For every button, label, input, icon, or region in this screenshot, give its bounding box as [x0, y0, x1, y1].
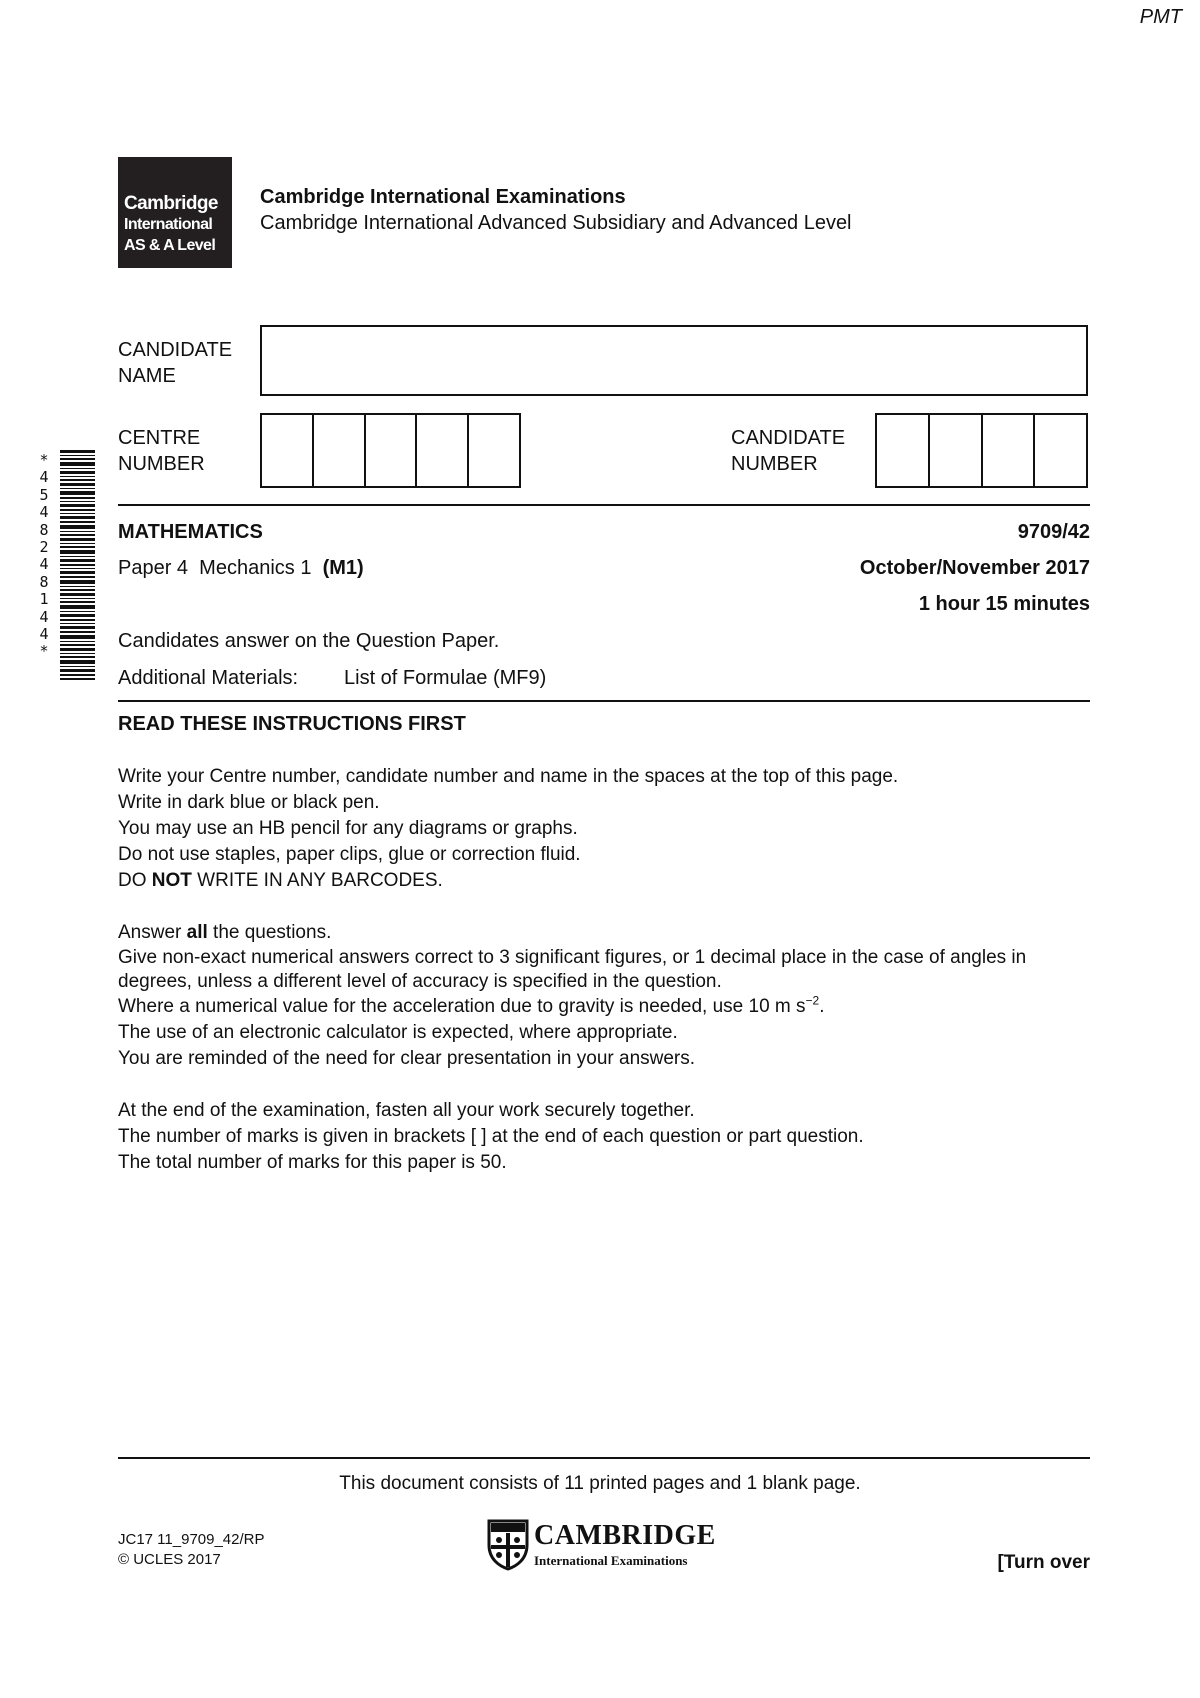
- instruction-line: Give non-exact numerical answers correct to 3 significant figures, or 1 decimal place in the case of angles in degrees, unless a different level of accuracy is specified in the question.: [118, 947, 1027, 992]
- centre-number-field[interactable]: [260, 413, 521, 488]
- paper-title-code: (M1): [322, 557, 364, 579]
- page-count-note: This document consists of 11 printed pages and 1 blank page.: [339, 1473, 861, 1494]
- barcode-number: * 4 5 4 8 2 4 8 1 4 4 *: [39, 451, 49, 661]
- instruction-line: [118, 868, 1093, 894]
- instruction-emphasis: NOT: [151, 870, 192, 891]
- instruction-text: Answer: [118, 922, 187, 943]
- cambridge-crest-icon: [487, 1519, 529, 1571]
- candidate-number-label-line2: NUMBER: [731, 453, 818, 475]
- candidate-number-label: [731, 425, 845, 477]
- instruction-line: Write your Centre number, candidate number and name in the spaces at the top of this page.: [118, 766, 899, 787]
- instruction-line: [118, 994, 1093, 1020]
- corner-mark: PMT: [1139, 6, 1182, 28]
- instruction-line: The number of marks is given in brackets [ ] at the end of each question or part question.: [118, 1126, 864, 1147]
- paper-title: [118, 557, 364, 580]
- instruction-line: The total number of marks for this paper is 50.: [118, 1152, 507, 1173]
- candidate-name-label-line1: CANDIDATE: [118, 339, 233, 361]
- logo-line-2: International: [124, 216, 213, 233]
- centre-number-label-line2: NUMBER: [118, 453, 205, 475]
- barcode-icon: [60, 450, 95, 680]
- candidate-number-label-line1: CANDIDATE: [731, 427, 846, 449]
- instruction-text: .: [819, 996, 825, 1017]
- instruction-text: the questions.: [207, 922, 332, 943]
- candidate-name-field[interactable]: [260, 325, 1088, 396]
- centre-number-label: [118, 425, 205, 477]
- copyright: © UCLES 2017: [118, 1551, 221, 1568]
- cambridge-as-a-level-logo: [118, 157, 232, 268]
- additional-materials-label: Additional Materials:: [118, 667, 299, 689]
- subject-title: MATHEMATICS: [118, 521, 263, 543]
- instruction-line: You may use an HB pencil for any diagrams or graphs.: [118, 818, 578, 839]
- instructions-body: [118, 764, 1093, 1176]
- divider: [118, 1457, 1090, 1459]
- centre-number-cell[interactable]: [312, 415, 364, 486]
- candidate-name-label: [118, 337, 232, 389]
- logo-line-3: AS & A Level: [124, 237, 216, 254]
- document-code: [118, 1530, 265, 1570]
- divider: [118, 700, 1090, 702]
- instruction-text: Where a numerical value for the acceleration due to gravity is needed, use 10 m s: [118, 996, 806, 1017]
- answer-on-note: Candidates answer on the Question Paper.: [118, 630, 500, 652]
- divider: [118, 504, 1090, 506]
- instruction-line: Do not use staples, paper clips, glue or correction fluid.: [118, 844, 581, 865]
- instruction-text: DO: [118, 870, 152, 891]
- exam-duration: 1 hour 15 minutes: [918, 593, 1090, 615]
- document-code-line1: JC17 11_9709_42/RP: [118, 1531, 265, 1548]
- instruction-line: You are reminded of the need for clear presentation in your answers.: [118, 1048, 696, 1069]
- instruction-line: Write in dark blue or black pen.: [118, 792, 380, 813]
- centre-number-cell[interactable]: [364, 415, 416, 486]
- centre-number-cell[interactable]: [415, 415, 467, 486]
- centre-number-label-line1: CENTRE: [118, 427, 201, 449]
- cambridge-wordmark: CAMBRIDGE: [534, 1520, 716, 1551]
- candidate-name-label-line2: NAME: [118, 365, 176, 387]
- candidate-number-field[interactable]: [875, 413, 1088, 488]
- centre-number-cell[interactable]: [262, 415, 312, 486]
- qualification: Cambridge International Advanced Subsidiary and Advanced Level: [260, 212, 852, 234]
- candidate-number-cell[interactable]: [877, 415, 928, 486]
- exam-board: Cambridge International Examinations: [260, 186, 626, 208]
- instruction-line: The use of an electronic calculator is expected, where appropriate.: [118, 1022, 678, 1043]
- instruction-superscript: −2: [805, 993, 820, 1008]
- candidate-number-cell[interactable]: [928, 415, 981, 486]
- instruction-line: [118, 920, 1093, 946]
- turn-over-note: [Turn over: [997, 1552, 1090, 1573]
- cambridge-wordmark-sub: International Examinations: [534, 1553, 688, 1568]
- additional-materials-value: List of Formulae (MF9): [344, 667, 547, 689]
- candidate-number-cell[interactable]: [1033, 415, 1086, 486]
- paper-code: 9709/42: [1017, 521, 1090, 543]
- instruction-text: WRITE IN ANY BARCODES.: [191, 870, 443, 891]
- centre-number-cell[interactable]: [467, 415, 519, 486]
- instruction-line: At the end of the examination, fasten all your work securely together.: [118, 1100, 695, 1121]
- paper-title-text: Paper 4 Mechanics 1: [118, 557, 323, 579]
- instruction-emphasis: all: [186, 922, 208, 943]
- candidate-number-cell[interactable]: [981, 415, 1034, 486]
- logo-line-1: Cambridge: [124, 193, 218, 214]
- instructions-heading: READ THESE INSTRUCTIONS FIRST: [118, 713, 466, 735]
- exam-session: October/November 2017: [859, 557, 1090, 579]
